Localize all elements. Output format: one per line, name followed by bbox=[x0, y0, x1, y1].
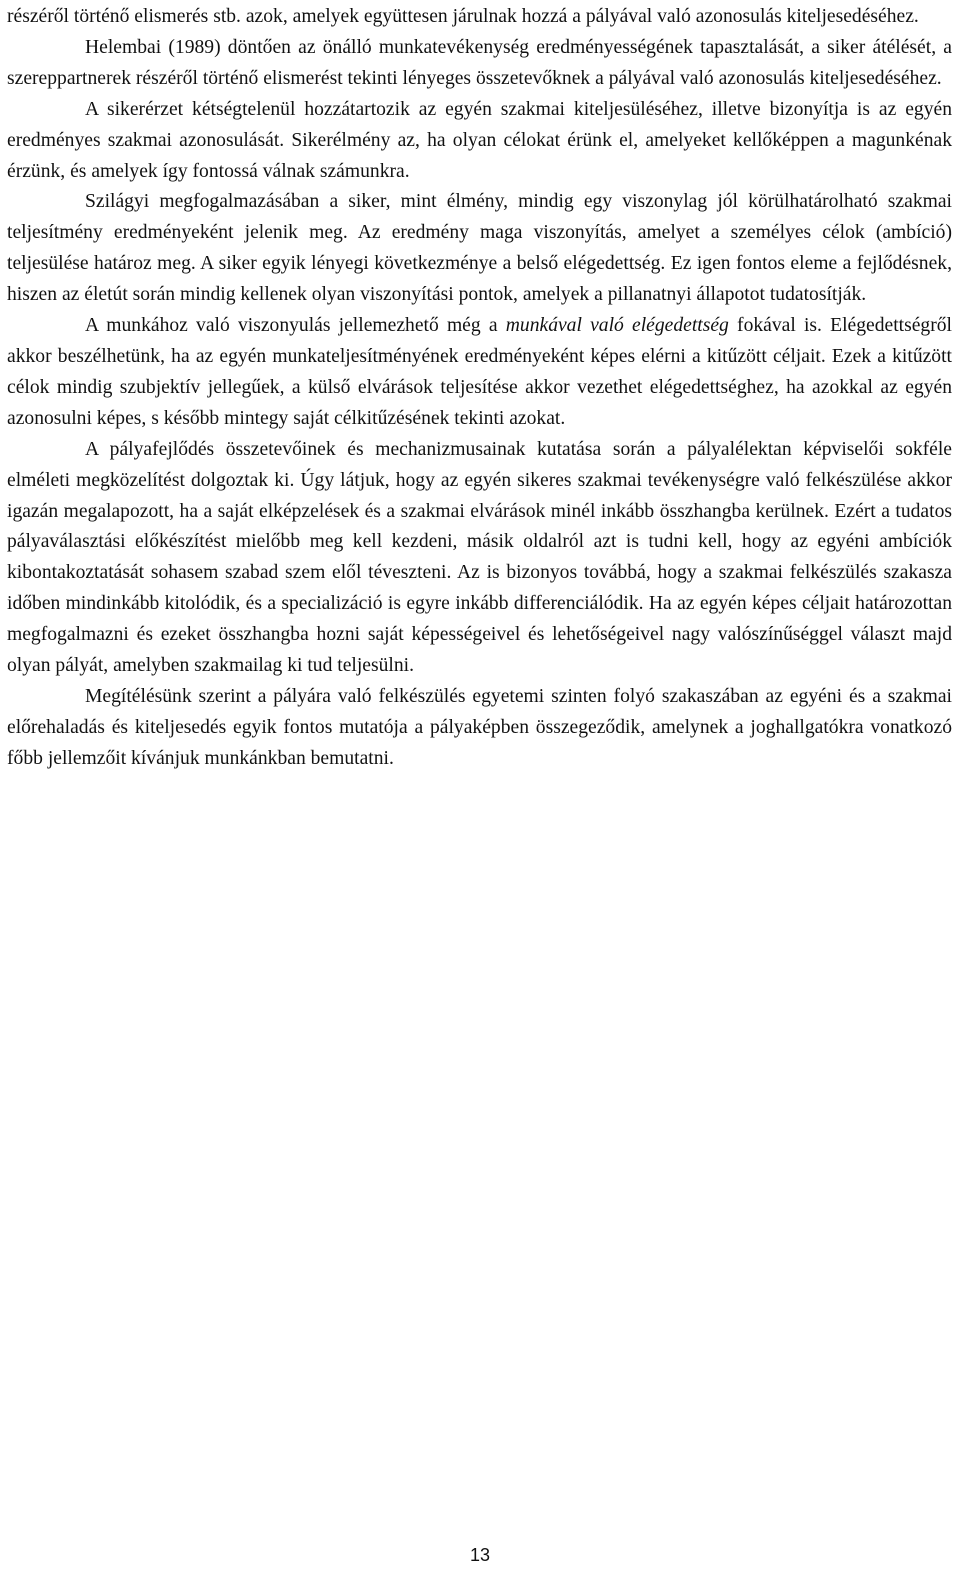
paragraph-text: Helembai (1989) döntően az önálló munkatevékenység eredményességének tapasztalását, a siker átélését, a szereppartnerek részéről történő elismerést tekinti lényeges összetevőknek a pályával való azonosulás kiteljesedéséhez. bbox=[7, 36, 952, 89]
paragraph bbox=[7, 33, 952, 95]
page-number: 13 bbox=[469, 1545, 491, 1565]
paragraph bbox=[7, 95, 952, 188]
paragraph-text: részéről történő elismerés stb. azok, amelyek együttesen járulnak hozzá a pályával való azonosulás kiteljesedéséhez. bbox=[7, 6, 919, 27]
document-body bbox=[7, 2, 952, 775]
paragraph-text: fokával is. Elégedettségről akkor beszélhetünk, ha az egyén munkateljesítményének eredményeként képes elérni a kitűzött céljait. Ezek a kitűzött célok mindig szubjektív jellegűek, a külső elvárások teljesítése akkor vezethet elégedettséghez, ha azokkal az egyén azonosulni képes, s később mintegy saját célkitűzésének tekinti azokat. bbox=[7, 315, 952, 429]
paragraph-text: A sikerérzet kétségtelenül hozzátartozik az egyén szakmai kiteljesüléséhez, illetve bizonyítja is az egyén eredményes szakmai azonosulását. Sikerélmény az, ha olyan célokat érünk el, amelyeket kellőképpen a magunkénak érzünk, és amelyek így fontossá válnak számunkra. bbox=[7, 98, 952, 182]
paragraph bbox=[7, 311, 952, 435]
paragraph-text: Megítélésünk szerint a pályára való felkészülés egyetemi szinten folyó szakaszában az egyéni és a szakmai előrehaladás és kiteljesedés egyik fontos mutatója a pályaképben összegeződik, amelynek a joghallgatókra vonatkozó főbb jellemzőit kívánjuk munkánkban bemutatni. bbox=[7, 685, 952, 769]
paragraph bbox=[7, 435, 952, 682]
paragraph-text: Szilágyi megfogalmazásában a siker, mint élmény, mindig egy viszonylag jól körülhatárolható szakmai teljesítmény eredményeként jelenik meg. Az eredmény maga viszonyítás, amelyet a személyes célok (ambíció) teljesülése határoz meg. A siker egyik lényegi következménye a belső elégedettség. Ez igen fontos eleme a fejlődésnek, hiszen az életút során mindig kellenek olyan viszonyítási pontok, amelyek a pillanatnyi állapotot tudatosítják. bbox=[7, 191, 952, 306]
paragraph bbox=[7, 187, 952, 311]
emphasized-term: munkával való elégedettség bbox=[505, 315, 729, 337]
paragraph-text: A munkához való viszonyulás jellemezhető még a bbox=[85, 315, 506, 337]
paragraph bbox=[7, 682, 952, 775]
paragraph bbox=[7, 2, 952, 33]
paragraph-text: A pályafejlődés összetevőinek és mechanizmusainak kutatása során a pályalélektan képviselői sokféle elméleti megközelítést dolgoztak ki. Úgy látjuk, hogy az egyén sikeres szakmai tevékenységre való felkészülése akkor igazán megalapozott, ha a saját elképzelések és a szakmai elvárások minél inkább összhangba kerülnek. Ezért a tudatos pályaválasztási előkészítést mielőbb meg kell kezdeni, másik oldalról azt is tudni kell, hogy az egyéni ambíciók kibontakoztatását sohasem szabad szem elől téveszteni. Az is bizonyos továbbá, hogy a szakmai felkészülés szakasza időben mindinkább kitolódik, és a specializáció is egyre inkább differenciálódik. Ha az egyén képes céljait határozottan megfogalmazni és ezeket összhangba hozni saját képességeivel és lehetőségeivel nagy valószínűséggel választ majd olyan pályát, amelyben szakmailag ki tud teljesülni. bbox=[7, 438, 952, 677]
